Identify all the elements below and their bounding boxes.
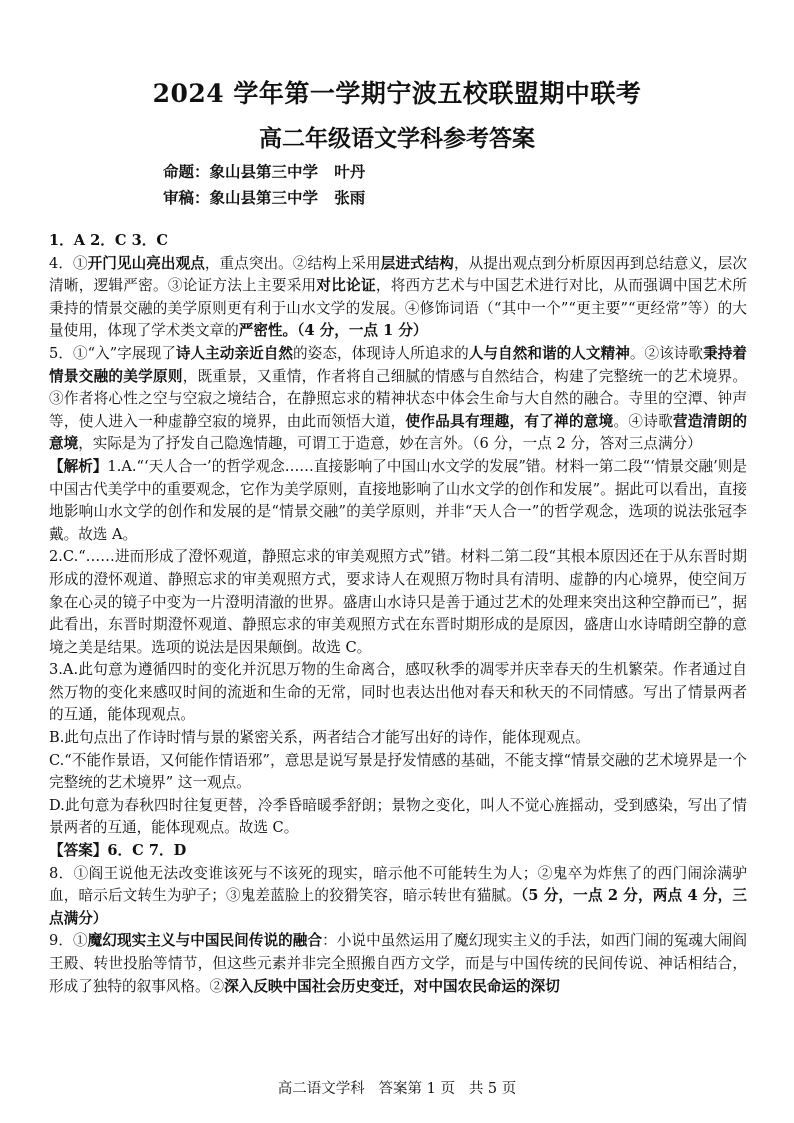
- answer-q1-3: 1．A 2．C 3．C: [49, 232, 168, 249]
- analysis-1: 【解析】1.A.“‘天人合一’的哲学观念……直接影响了中国山水文学的发展”错。材料一第二段“‘情景交融’则是中国古代美学中的重要观念，它作为美学原则，直接地影响了山水文学的创作和发展”。据此可以看出，直接地影响山水文学的创作和发展的是“情景交融”的美学原则，并非“天人合一”的哲学观念，选项的说法张冠李戴。故选 A。: [49, 457, 747, 543]
- reviewer-credit: 审稿：象山县第三中学 张雨: [163, 188, 366, 207]
- answer-q8: 8．①阎王说他无法改变谁该死与不该死的现实，暗示他不可能转生为人；②鬼卒为炸焦了的西门闹涂满驴血，暗示后文转生为驴子；③鬼差蓝脸上的狡猾笑容，暗示转世有猫腻。（5 分，一点 2 分，两点 4 分，三点满分）: [49, 864, 747, 927]
- answer-q9: 9．①魔幻现实主义与中国民间传说的融合：小说中虽然运用了魔幻现实主义的手法，如西门闹的冤魂大闹阎王殿、转世投胎等情节，但这些元素并非完全照搬自西方文学，而是与中国传统的民间传说、神话相结合，形成了独特的叙事风格。②深入反映中国社会历史变迁，对中国农民命运的深切: [49, 932, 747, 995]
- analysis-3c: C.“不能作景语，又何能作情语邪”，意思是说写景是抒发情感的基础，不能支撑“情景交融的艺术境界是一个完整统的艺术境界” 这一观点。: [49, 751, 747, 792]
- author-credit: 命题：象山县第三中学 叶丹: [163, 162, 366, 181]
- analysis-3d: D.此句意为春秋四时往复更替，冷季昏暗暖季舒朗；景物之变化，叫人不觉心旌摇动，受到感染，写出了情景两者的互通，能体现观点。故选 C。: [49, 796, 747, 837]
- answer-body: [49, 230, 747, 998]
- answer-q5: 5．①“入”字展现了诗人主动亲近自然的姿态，体现诗人所追求的人与自然和谐的人文精神。②该诗歌秉持着情景交融的美学原则，既重景，又重情，作者将自己细腻的情感与自然结合，构建了完整统一的艺术境界。③作者将心性之空与空寂之境结合，在静照忘求的精神状态中体会生命与大自然的融合。寺里的空潭、钟声等，使人进入一种虚静空寂的境界，由此而领悟大道，使作品具有理趣，有了禅的意境。④诗歌营造清朗的意境，实际是为了抒发自己隐逸情趣，可谓工于造意，妙在言外。（6 分，一点 2 分，答对三点满分）: [49, 344, 747, 453]
- analysis-3a: 3.A.此句意为遵循四时的变化并沉思万物的生命离合，感叹秋季的凋零并庆幸春天的生机繁荣。作者通过自然万物的变化来感叹时间的流逝和生命的无常，同时也表达出他对春天和秋天的不同情感。写出了情景两者的互通，能体现观点。: [49, 661, 747, 724]
- answer-q4: 4．①开门见山亮出观点，重点突出。②结构上采用层进式结构，从提出观点到分析原因再到总结意义，层次清晰，逻辑严密。③论证方法上主要采用对比论证，将西方艺术与中国艺术进行对比，从而强调中国艺术所秉持的情景交融的美学原则更有利于山水文学的发展。④修饰词语（“其中一个”“更主要”“更经常”等）的大量使用，体现了学术类文章的严密性。（4 分，一点 1 分）: [49, 254, 747, 340]
- analysis-3b: B.此句点出了作诗时情与景的紧密关系，两者结合才能写出好的诗作，能体现观点。: [49, 729, 590, 747]
- answer-q6-7: 【答案】6．C 7．D: [49, 842, 187, 860]
- analysis-2: 2.C.“……进而形成了澄怀观道，静照忘求的审美观照方式”错。材料二第二段“其根本原因还在于从东晋时期形成的澄怀观道、静照忘求的审美观照方式，要求诗人在观照万物时具有清明、虚静的内心境界，使空间万象在心灵的镜子中变为一片澄明清澈的世界。盛唐山水诗只是善于通过艺术的处理来突出这种空静而已”，据此看出，东晋时期澄怀观道、静照忘求的审美观照方式在东晋时期形成的是原因，盛唐山水诗晴朗空静的意境之美是结果。选项的说法是因果颠倒。故选 C。: [49, 548, 747, 656]
- exam-subtitle: 高二年级语文学科参考答案: [259, 125, 535, 152]
- page-footer: 高二语文学科 答案第 1 页 共 5 页: [277, 1081, 517, 1097]
- exam-title: 2024 学年第一学期宁波五校联盟期中联考: [152, 79, 642, 108]
